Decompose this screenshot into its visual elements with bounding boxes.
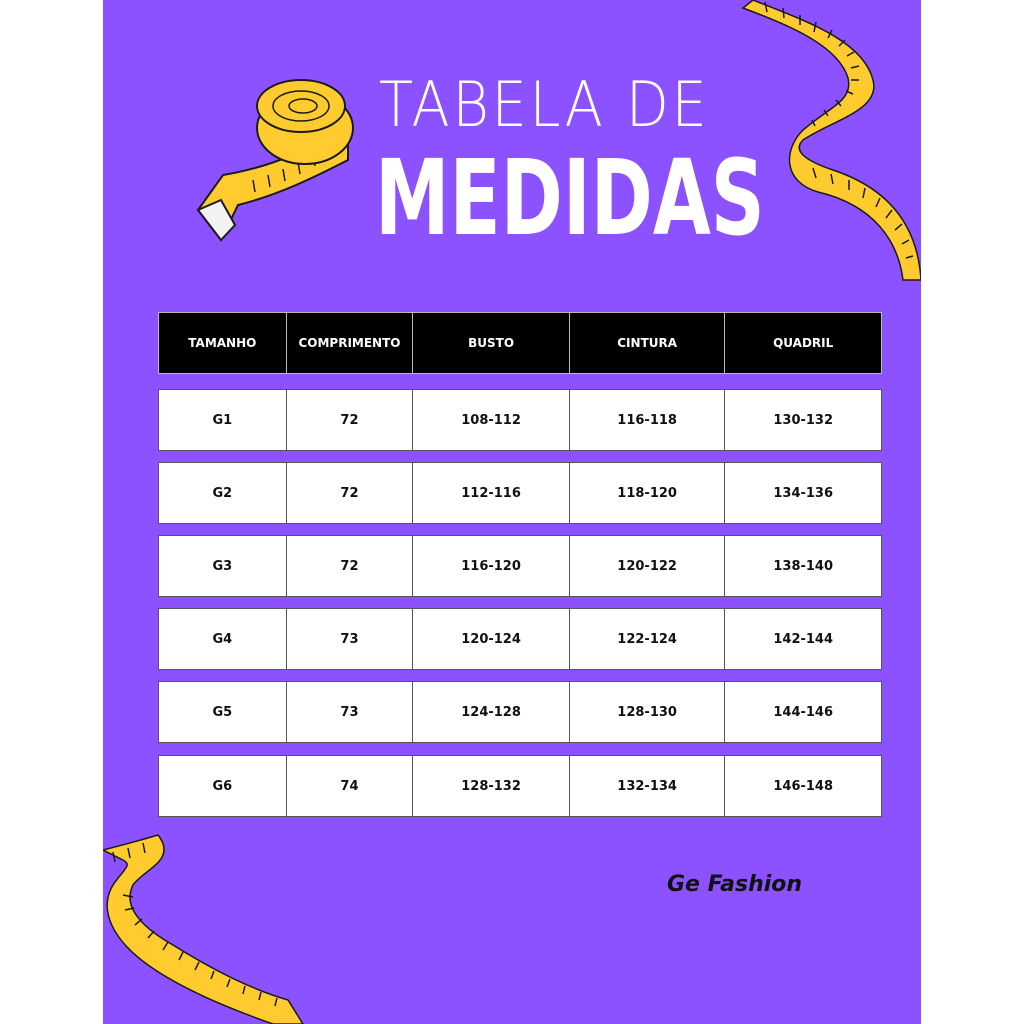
cell-comprimento: 72: [286, 463, 413, 523]
cell-cintura: 128-130: [569, 682, 725, 742]
cell-quadril: 144-146: [724, 682, 881, 742]
cell-cintura: 122-124: [569, 609, 725, 669]
cell-comprimento: 73: [286, 609, 413, 669]
cell-comprimento: 74: [286, 756, 413, 816]
header-cell-tamanho: TAMANHO: [188, 336, 257, 350]
cell-cintura: 120-122: [569, 536, 725, 596]
cell-tamanho: G1: [212, 412, 233, 428]
cell-busto: 128-132: [412, 756, 569, 816]
cell-busto: 116-120: [412, 536, 569, 596]
cell-busto: 120-124: [412, 609, 569, 669]
cell-busto: 124-128: [412, 682, 569, 742]
brand-name: Ge Fashion: [667, 872, 803, 897]
measuring-tape-ribbon-icon: [743, 0, 921, 280]
cell-busto: 112-116: [412, 463, 569, 523]
cell-tamanho: G4: [212, 631, 233, 647]
table-header-row: [158, 312, 882, 374]
title-line-2: MEDIDAS: [375, 137, 765, 259]
measuring-tape-roll-icon: [198, 80, 353, 240]
table-row: [158, 755, 882, 817]
cell-tamanho: G2: [212, 485, 233, 501]
size-chart-page: [103, 0, 921, 1024]
title-line-1: TABELA DE: [379, 68, 710, 141]
header-cell-comprimento: COMPRIMENTO: [286, 313, 413, 373]
cell-cintura: 132-134: [569, 756, 725, 816]
cell-quadril: 134-136: [724, 463, 881, 523]
cell-busto: 108-112: [412, 390, 569, 450]
cell-quadril: 138-140: [724, 536, 881, 596]
cell-comprimento: 73: [286, 682, 413, 742]
table-row: [158, 681, 882, 743]
header-cell-cintura: CINTURA: [569, 313, 725, 373]
table-row: [158, 608, 882, 670]
cell-comprimento: 72: [286, 536, 413, 596]
cell-comprimento: 72: [286, 390, 413, 450]
cell-cintura: 118-120: [569, 463, 725, 523]
header-cell-quadril: QUADRIL: [724, 313, 881, 373]
cell-tamanho: G5: [212, 704, 233, 720]
cell-tamanho: G3: [212, 558, 233, 574]
cell-cintura: 116-118: [569, 390, 725, 450]
table-row: [158, 389, 882, 451]
cell-tamanho: G6: [212, 778, 233, 794]
measuring-tape-ribbon-icon: [103, 835, 303, 1024]
cell-quadril: 142-144: [724, 609, 881, 669]
header-cell-busto: BUSTO: [412, 313, 569, 373]
table-row: [158, 462, 882, 524]
cell-quadril: 130-132: [724, 390, 881, 450]
table-row: [158, 535, 882, 597]
cell-quadril: 146-148: [724, 756, 881, 816]
